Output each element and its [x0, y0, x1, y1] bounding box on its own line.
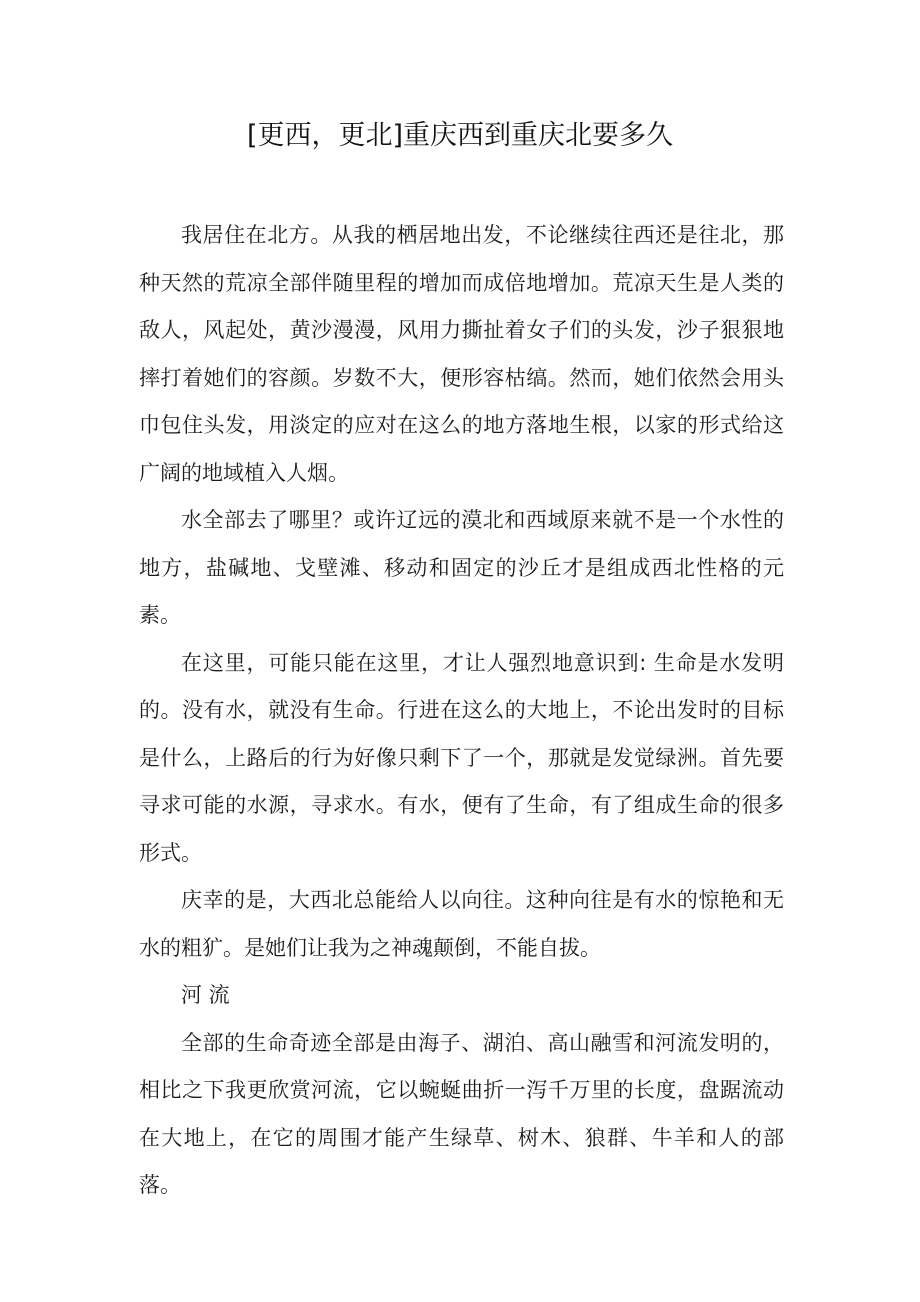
paragraph-3: 在这里，可能只能在这里，才让人强烈地意识到: 生命是水发明的。没有水，就没有生命。行进在这么的大地上，不论出发时的目标是什么，上路后的行为好像只剩下了一个，那就是发觉绿洲。首先要寻求可能的水源，寻求水。有水，便有了生命，有了组成生命的很多形式。: [139, 650, 784, 865]
paragraph-6: 全部的生命奇迹全部是由海子、湖泊、高山融雪和河流发明的，相比之下我更欣赏河流，它以蜿蜒曲折一泻千万里的长度，盘踞流动在大地上，在它的周围才能产生绿草、树木、狼群、牛羊和人的部落。: [139, 1030, 784, 1197]
document-body: [139, 212, 784, 1210]
paragraph-2: 水全部去了哪里？或许辽远的漠北和西域原来就不是一个水性的地方，盐碱地、戈壁滩、移动和固定的沙丘才是组成西北性格的元素。: [139, 508, 784, 627]
document-title: [更西，更北]重庆西到重庆北要多久: [246, 120, 674, 151]
paragraph-4: 庆幸的是，大西北总能给人以向往。这种向往是有水的惊艳和无水的粗犷。是她们让我为之神魂颠倒，不能自拔。: [139, 888, 784, 960]
paragraph-1: 我居住在北方。从我的栖居地出发，不论继续往西还是往北，那种天然的荒凉全部伴随里程的增加而成倍地增加。荒凉天生是人类的敌人，风起处，黄沙漫漫，风用力撕扯着女子们的头发，沙子狠狠地摔打着她们的容颜。岁数不大，便形容枯缟。然而，她们依然会用头巾包住头发，用淡定的应对在这么的地方落地生根，以家的形式给这广阔的地域植入人烟。: [139, 223, 784, 485]
section-heading-river: 河 流: [181, 983, 230, 1007]
